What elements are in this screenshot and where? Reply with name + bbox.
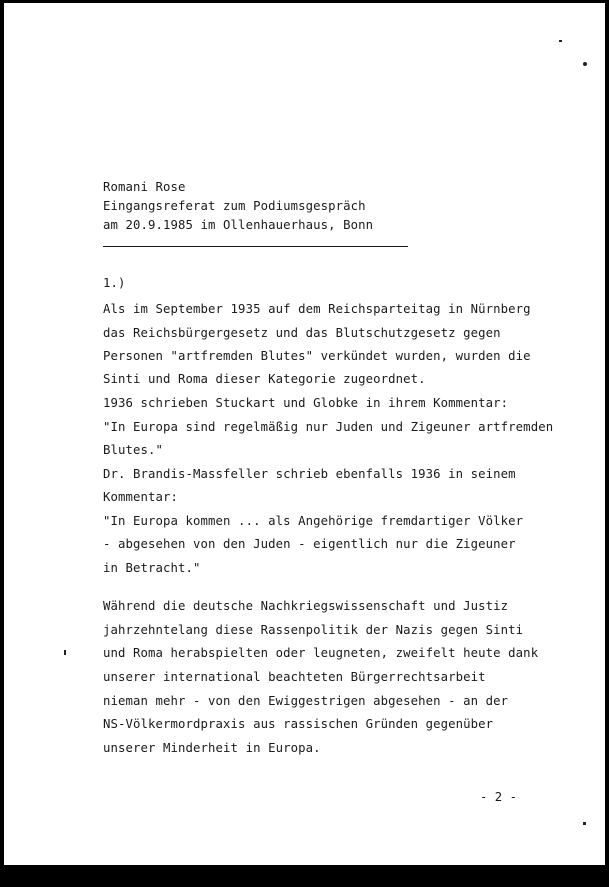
- author-line: Romani Rose: [103, 180, 186, 194]
- body-line: Kommentar:: [103, 490, 179, 504]
- quote-line: "In Europa sind regelmäßig nur Juden und Zigeuner artfremden: [103, 420, 554, 434]
- quote-line: - abgesehen von den Juden - eigentlich nur die Zigeuner: [103, 537, 516, 551]
- quote-line: in Betracht.": [103, 561, 201, 575]
- title-line: Eingangsreferat zum Podiumsgespräch: [103, 199, 366, 213]
- body-line: das Reichsbürgergesetz und das Blutschutzgesetz gegen: [103, 326, 501, 340]
- body-line: nieman mehr - von den Ewiggestrigen abgesehen - an der: [103, 694, 509, 708]
- body-line: Sinti und Roma dieser Kategorie zugeordnet.: [103, 372, 426, 386]
- body-line: Als im September 1935 auf dem Reichsparteitag in Nürnberg: [103, 302, 531, 316]
- section-number: 1.): [103, 276, 126, 290]
- body-line: unserer Minderheit in Europa.: [103, 741, 321, 755]
- body-line: Dr. Brandis-Massfeller schrieb ebenfalls 1936 in seinem: [103, 467, 516, 481]
- page-number: - 2 -: [480, 790, 518, 804]
- date-location-line: am 20.9.1985 im Ollenhauerhaus, Bonn: [103, 218, 374, 232]
- body-line: Während die deutsche Nachkriegswissenschaft und Justiz: [103, 599, 509, 613]
- quote-line: Blutes.": [103, 443, 164, 457]
- body-line: jahrzehntelang diese Rassenpolitik der Nazis gegen Sinti: [103, 623, 524, 637]
- body-line: und Roma herabspielten oder leugneten, zweifelt heute dank: [103, 646, 539, 660]
- body-line: unserer international beachteten Bürgerrechtsarbeit: [103, 670, 486, 684]
- body-line: NS-Völkermordpraxis aus rassischen Gründen gegenüber: [103, 717, 494, 731]
- body-line: Personen "artfremden Blutes" verkündet wurden, wurden die: [103, 349, 531, 363]
- body-line: 1936 schrieben Stuckart und Globke in ihrem Kommentar:: [103, 396, 509, 410]
- quote-line: "In Europa kommen ... als Angehörige fremdartiger Völker: [103, 514, 524, 528]
